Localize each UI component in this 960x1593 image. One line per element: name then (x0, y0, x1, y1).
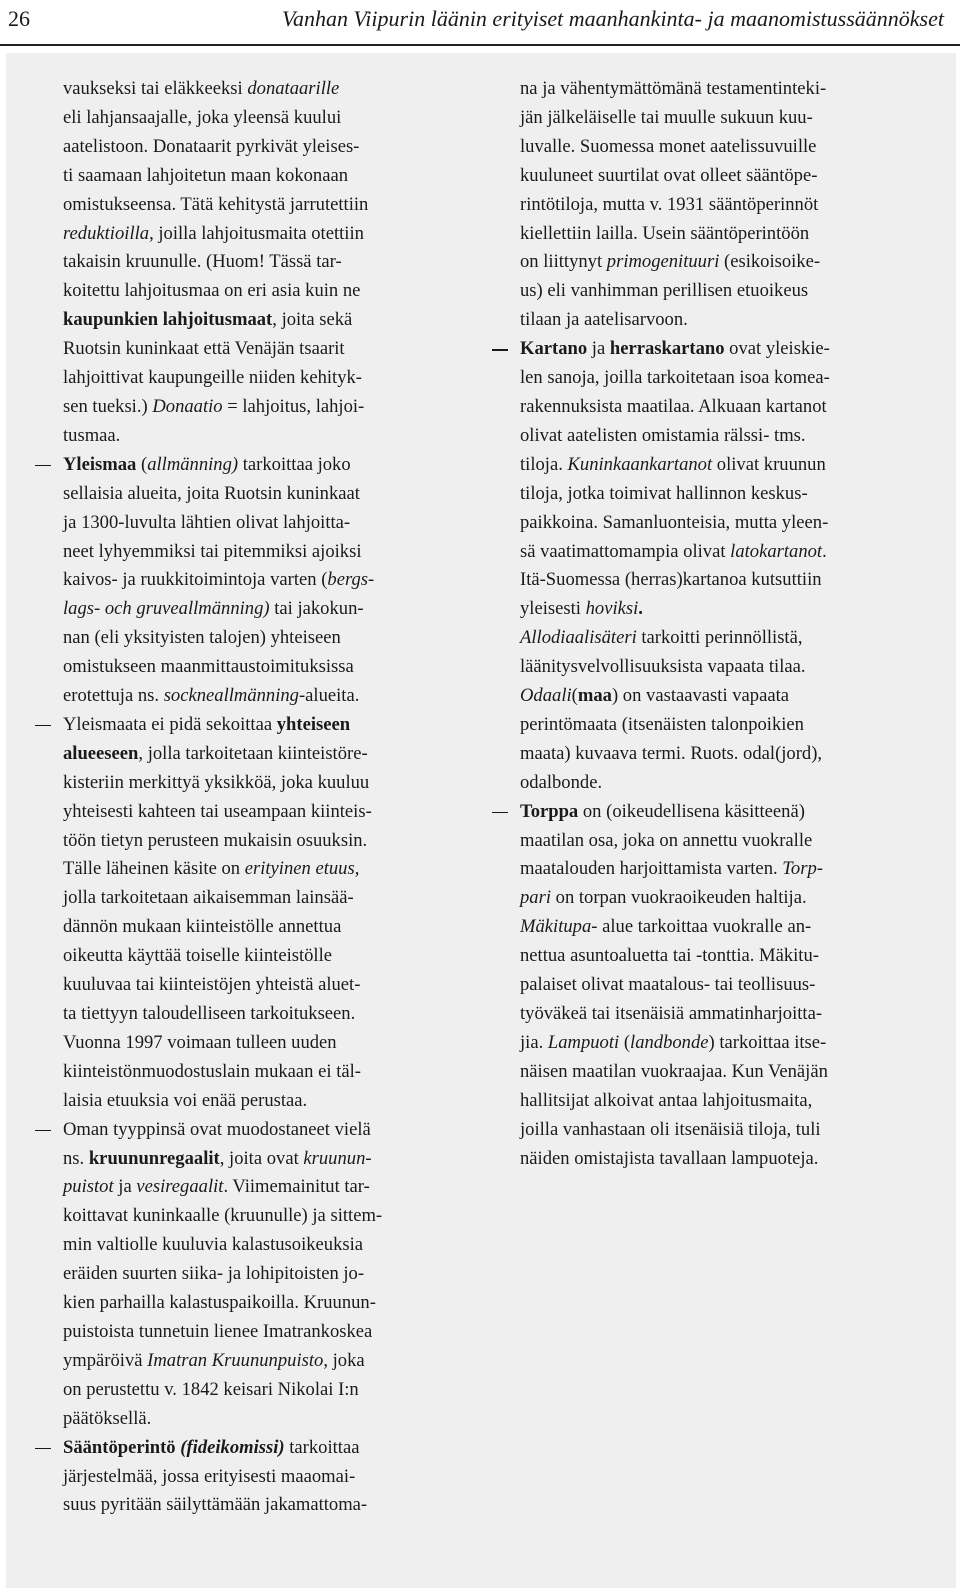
text-line: pari on torpan vuokraoikeuden haltija. (520, 887, 807, 909)
text-line: ns. kruununregaalit, joita ovat kruunun- (63, 1147, 372, 1169)
text-line: kaivos- ja ruukkitoimintoja varten (bergs- (63, 569, 375, 591)
text-line: jia. Lampuoti (landbonde) tarkoittaa itse- (520, 1031, 827, 1053)
text-line: nan (eli yksityisten talojen) yhteiseen (63, 627, 341, 649)
text-line: läänitysvelvollisuuksista vapaata tilaa. (520, 656, 806, 678)
text-line: nettua asuntoaluetta tai -tonttia. Mäkitu- (520, 945, 819, 967)
text-line: ja 1300-luvulta lähtien olivat lahjoitta- (63, 511, 351, 533)
text-line: min valtiolle kuuluvia kalastusoikeuksia (63, 1234, 364, 1256)
list-dash (492, 349, 508, 351)
list-dash (35, 1448, 51, 1450)
text-line: dännön mukaan kiinteistölle annettua (63, 916, 342, 938)
text-line: maata) kuvaava termi. Ruots. odal(jord), (520, 742, 823, 764)
text-line: tiloja, jotka toimivat hallinnon keskus- (520, 482, 808, 504)
text-line: kaupunkien lahjoitusmaat, joita sekä (63, 309, 353, 331)
text-line: järjestelmää, jossa erityisesti maaomai- (63, 1465, 356, 1487)
text-line: jolla tarkoitetaan aikaisemman lainsää- (63, 887, 354, 909)
text-line: Vuonna 1997 voimaan tulleen uuden (63, 1031, 337, 1053)
text-line: kiellettiin lailla. Usein sääntöperintöön (520, 222, 810, 244)
text-line: töön tietyn perusteen mukaisin osuuksin. (63, 829, 368, 851)
text-line: Yleismaata ei pidä sekoittaa yhteiseen (63, 711, 473, 740)
text-line: Itä-Suomessa (herras)kartanoa kutsuttiin (520, 569, 822, 591)
text-line: tilaan ja aatelisarvoon. (520, 309, 688, 331)
page-number: 26 (8, 6, 30, 31)
right-column (520, 75, 912, 1173)
text-line: yhteisesti kahteen tai useampaan kiinteis- (63, 800, 372, 822)
text-line: sä vaatimattomampia olivat latokartanot. (520, 540, 827, 562)
text-line: alueeseen, jolla tarkoitetaan kiinteistöre- (63, 742, 368, 764)
text-line: eräiden suurten siika- ja lohipitoisten jo- (63, 1263, 365, 1285)
text-line: perintömaata (itsenäisten talonpoikien (520, 713, 804, 735)
text-line: lags- och gruveallmänning) tai jakokun- (63, 598, 364, 620)
text-line: kuuluneet suurtilat ovat olleet sääntöpe- (520, 164, 818, 186)
text-line: Sääntöperintö (fideikomissi) tarkoittaa (63, 1434, 473, 1463)
text-line: na ja vähentymättömänä testamentinteki- (520, 78, 827, 99)
page-header (0, 0, 960, 46)
text-line: koitettu lahjoitusmaa on eri asia kuin ne (63, 280, 361, 302)
text-line: luvalle. Suomessa monet aatelissuvuille (520, 135, 817, 157)
text-line: vaukseksi tai eläkkeeksi donataarille (63, 78, 340, 99)
text-line: omistukseensa. Tätä kehitystä jarrutettiin (63, 193, 369, 215)
text-line: joilla vanhastaan oli itsenäisiä tiloja, tuli (520, 1118, 821, 1140)
text-line: Oman tyyppinsä ovat muodostaneet vielä (63, 1116, 473, 1145)
text-line: rakennuksista maatilaa. Alkuaan kartanot (520, 395, 827, 417)
text-line: omistukseen maanmittaustoimituksissa (63, 656, 354, 678)
text-line: näisen maatilan vuokraajaa. Kun Venäjän (520, 1060, 828, 1082)
list-dash (492, 812, 508, 814)
text-line: on liittynyt primogenituuri (esikoisoike- (520, 251, 821, 273)
text-line: Kartano ja herraskartano ovat yleiskie- (520, 335, 912, 364)
text-line: hallitsijat alkoivat antaa lahjoitusmaita, (520, 1089, 813, 1111)
text-line: us) eli vanhimman perillisen etuoikeus (520, 280, 809, 302)
text-line: työväkeä tai itsenäisiä ammatinharjoitta- (520, 1003, 823, 1024)
text-line: palaiset olivat maatalous- tai teollisuus- (520, 974, 816, 996)
text-line: kisteriin merkittyä yksikköä, joka kuuluu (63, 771, 370, 793)
text-line: maatalouden harjoittamista varten. Torp- (520, 858, 823, 880)
text-line: ta tiettyyn taloudelliseen tarkoitukseen. (63, 1003, 356, 1024)
text-line: erotettuja ns. sockneallmänning-alueita. (63, 685, 360, 707)
text-line: tiloja. Kuninkaankartanot olivat kruunun (520, 453, 826, 475)
text-line: jän jälkeläiselle tai muulle sukuun kuu- (520, 106, 813, 128)
text-line: on perustettu v. 1842 keisari Nikolai I:n (63, 1378, 359, 1400)
text-line: yleisesti hoviksi. (520, 598, 643, 620)
list-dash (35, 1130, 51, 1132)
text-line: puistoista tunnetuin lienee Imatrankoskea (63, 1320, 373, 1342)
text-line: Tälle läheinen käsite on erityinen etuus, (63, 858, 360, 880)
text-line: olivat aatelisten omistamia rälssi- tms. (520, 424, 806, 446)
text-line: oikeutta käyttää toiselle kiinteistölle (63, 945, 333, 967)
text-line: odalbonde. (520, 771, 603, 793)
text-line: len sanoja, joilla tarkoitetaan isoa komea- (520, 367, 830, 389)
text-line: sellaisia alueita, joita Ruotsin kuninkaat (63, 482, 360, 504)
text-line: Allodiaalisäteri tarkoitti perinnöllistä, (520, 627, 803, 649)
text-line: laisia etuuksia voi enää perustaa. (63, 1089, 308, 1111)
text-line: kuuluvaa tai kiinteistöjen yhteistä aluet- (63, 974, 361, 996)
text-line: paikkoina. Samanluonteisia, mutta yleen- (520, 511, 829, 533)
text-line: maatilan osa, joka on annettu vuokralle (520, 829, 813, 851)
text-line: koittavat kuninkaalle (kruunulle) ja sittem- (63, 1205, 383, 1227)
text-line: lahjoittivat kaupungeille niiden kehityk- (63, 367, 362, 389)
left-column (63, 75, 473, 1520)
text-line: rintötiloja, mutta v. 1931 sääntöperinnöt (520, 193, 819, 215)
text-line: takaisin kruunulle. (Huom! Tässä tar- (63, 251, 342, 273)
text-line: Ruotsin kuninkaat että Venäjän tsaarit (63, 338, 345, 360)
text-line: näiden omistajista tavallaan lampuoteja. (520, 1147, 819, 1169)
text-line: kien parhailla kalastuspaikoilla. Kruunun- (63, 1292, 376, 1314)
text-line: reduktioilla, joilla lahjoitusmaita otettiin (63, 222, 364, 244)
text-line: eli lahjansaajalle, joka yleensä kuului (63, 106, 342, 128)
text-line: puistot ja vesiregaalit. Viimemainitut tar- (63, 1176, 370, 1198)
text-line: sen tueksi.) Donaatio = lahjoitus, lahjoi- (63, 395, 365, 417)
text-line: päätöksellä. (63, 1407, 152, 1429)
text-line: Yleismaa (allmänning) tarkoittaa joko (63, 451, 473, 480)
text-line: Odaali(maa) on vastaavasti vapaata (520, 685, 790, 707)
text-line: Mäkitupa- alue tarkoittaa vuokralle an- (520, 916, 812, 938)
text-line: kiinteistönmuodostuslain mukaan ei täl- (63, 1060, 361, 1082)
text-line: ti saamaan lahjoitetun maan kokonaan (63, 164, 349, 186)
running-title: Vanhan Viipurin läänin erityiset maanhankinta- ja maanomistussäännökset (282, 6, 944, 31)
text-line: suus pyritään säilyttämään jakamattoma- (63, 1494, 368, 1516)
text-line: tusmaa. (63, 424, 121, 446)
text-line: Torppa on (oikeudellisena käsitteenä) (520, 798, 912, 827)
text-line: ympäröivä Imatran Kruununpuisto, joka (63, 1349, 365, 1371)
text-line: neet lyhyemmiksi tai pitemmiksi ajoiksi (63, 540, 362, 562)
text-line: aatelistoon. Donataarit pyrkivät yleises- (63, 135, 360, 157)
list-dash (35, 465, 51, 467)
list-dash (35, 725, 51, 727)
